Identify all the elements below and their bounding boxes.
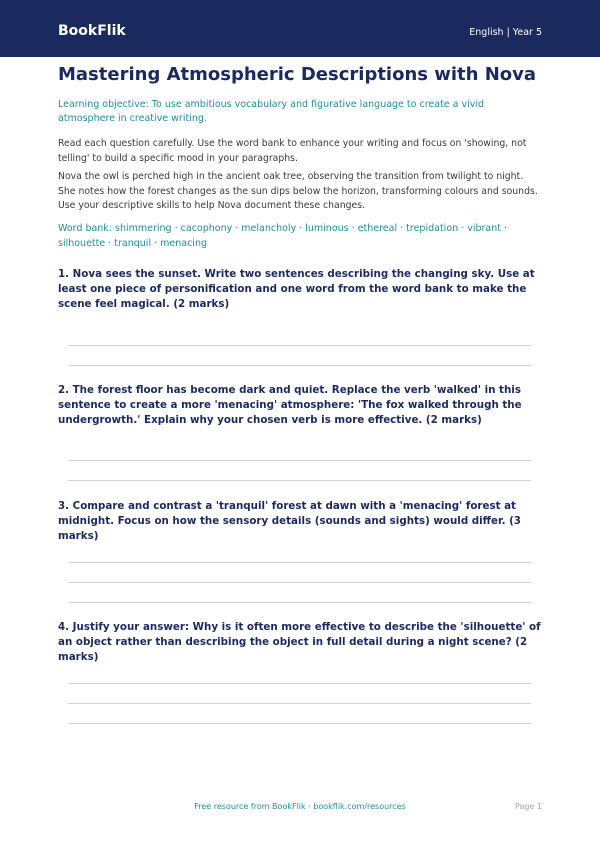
answer-line[interactable] <box>68 723 531 724</box>
answer-line[interactable] <box>68 480 531 481</box>
answer-line[interactable] <box>68 562 531 563</box>
question-4: 4. Justify your answer: Why is it often more effective to describe the 'silhouette' of an object rather than describing the object in full detail during a night scene? (2 marks) <box>58 621 541 664</box>
answer-line[interactable] <box>68 683 531 684</box>
answer-line[interactable] <box>68 365 531 366</box>
subject-year-label: English | Year 5 <box>469 27 542 38</box>
question-2: 2. The forest floor has become dark and quiet. Replace the verb 'walked' in this sentence to create a more 'menacing' atmosphere: 'The fox walked through the undergrowth.' Explain why your chosen verb is more effective. (2 marks) <box>58 384 522 427</box>
question-1: 1. Nova sees the sunset. Write two sentences describing the changing sky. Use at least one piece of personification and one word from the word bank to make the scene feel magical. (2 marks) <box>58 268 535 311</box>
answer-line[interactable] <box>68 460 531 461</box>
worksheet-title: Mastering Atmospheric Descriptions with Nova <box>58 64 537 85</box>
word-bank: Word bank: shimmering · cacophony · melancholy · luminous · ethereal · trepidation · vibrant · silhouette · tranquil · menacing <box>58 223 508 249</box>
answer-line[interactable] <box>68 345 531 346</box>
answer-line[interactable] <box>68 703 531 704</box>
context-paragraph: Nova the owl is perched high in the ancient oak tree, observing the transition from twilight to night. She notes how the forest changes as the sun dips below the horizon, transforming colours and sounds. Use your descriptive skills to help Nova document these changes. <box>58 171 538 211</box>
question-3: 3. Compare and contrast a 'tranquil' forest at dawn with a 'menacing' forest at midnight. Focus on how the sensory details (sounds and sights) would differ. (3 marks) <box>58 500 521 543</box>
page-number: Page 1 <box>515 802 542 811</box>
answer-line[interactable] <box>68 582 531 583</box>
answer-line[interactable] <box>68 602 531 603</box>
instructions-paragraph: Read each question carefully. Use the word bank to enhance your writing and focus on 'showing, not telling' to build a specific mood in your paragraphs. <box>58 138 527 164</box>
footer-credit: Free resource from BookFlik · bookflik.com/resources <box>194 802 406 811</box>
top-banner <box>0 0 600 57</box>
brand-logo: BookFlik <box>58 23 126 39</box>
learning-objective: Learning objective: To use ambitious vocabulary and figurative language to create a vivid atmosphere in creative writing. <box>58 99 485 124</box>
